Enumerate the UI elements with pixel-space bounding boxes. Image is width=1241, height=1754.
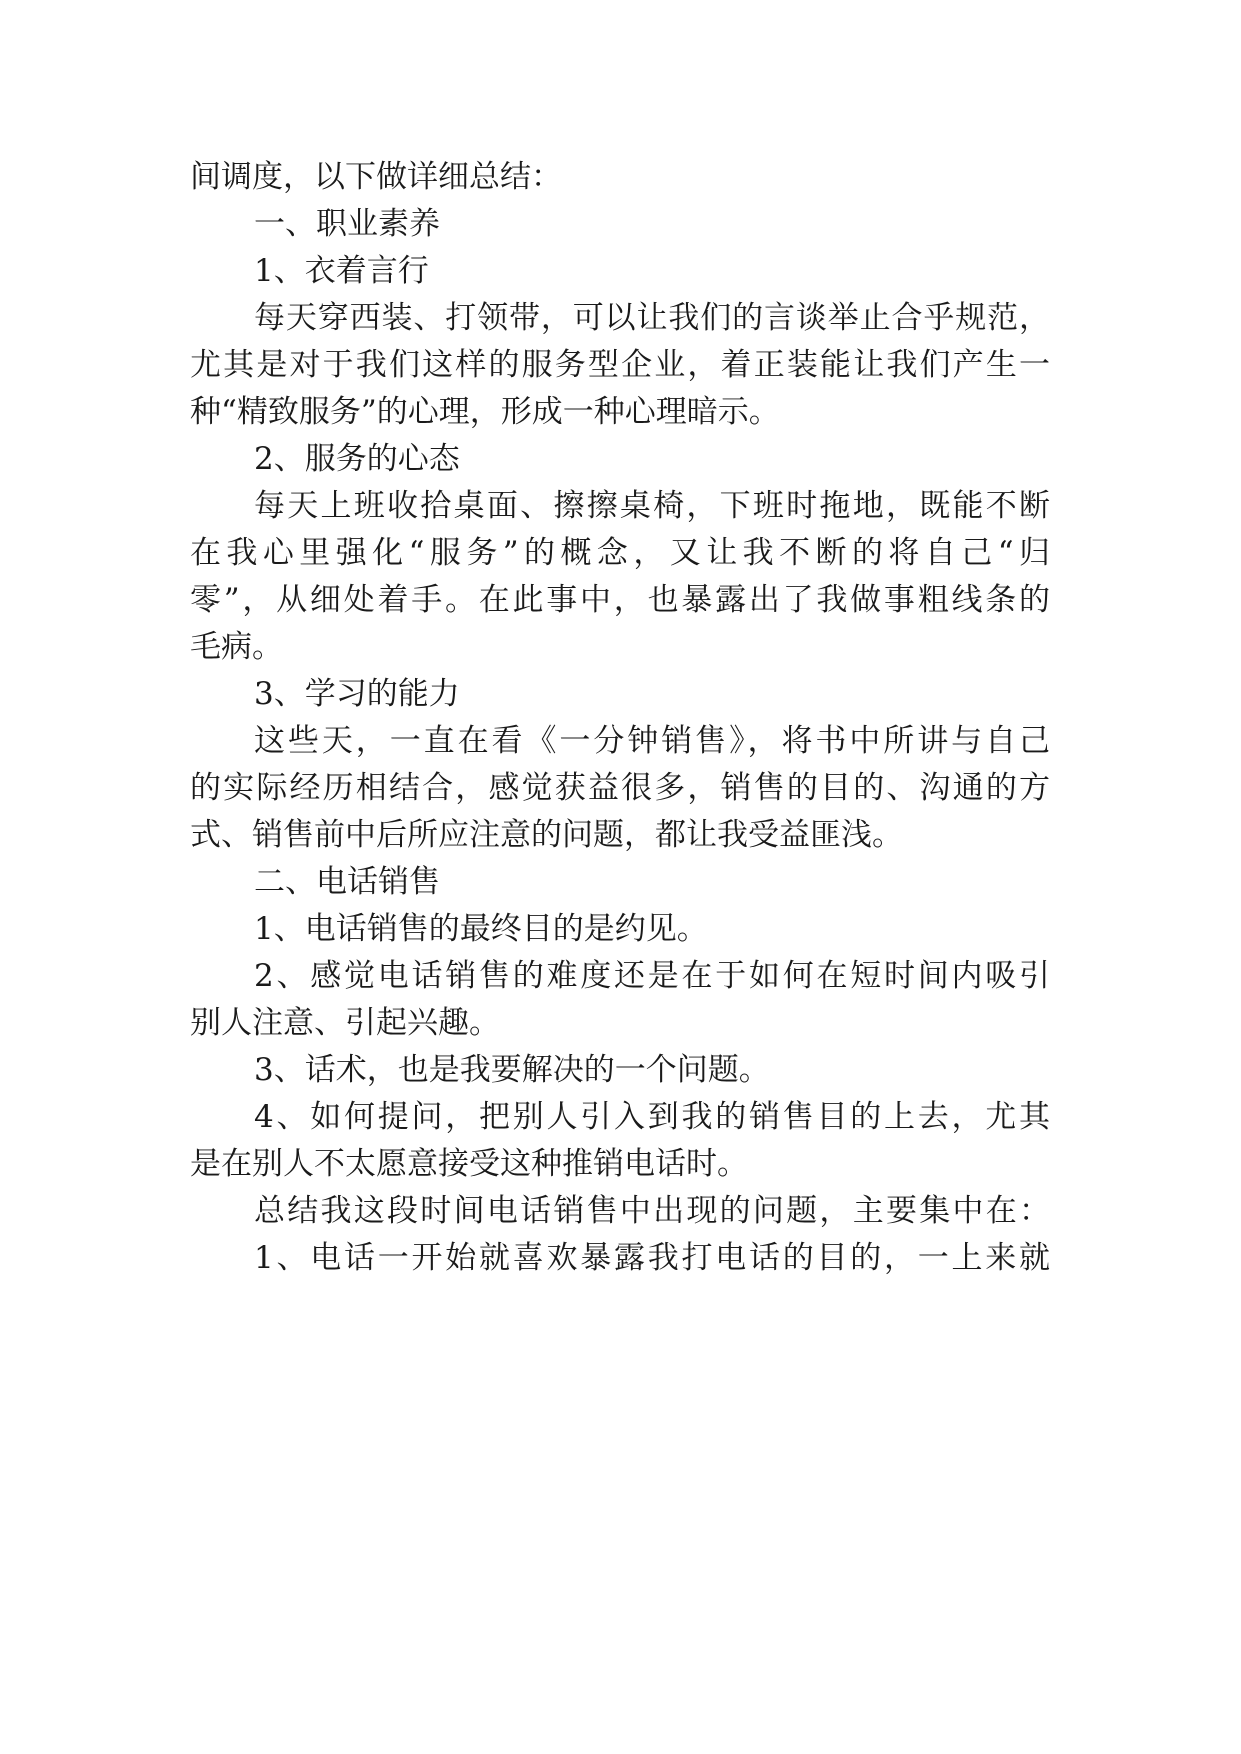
text-line: 毛病。 (190, 629, 283, 665)
text-line: 别人注意、引起兴趣。 (190, 1005, 500, 1041)
subsection-heading: 2、服务的心态 (254, 441, 460, 477)
text-line: 尤其是对于我们这样的服务型企业，着正装能让我们产生一 (190, 347, 1050, 383)
text-line: 4、如何提问，把别人引入到我的销售目的上去，尤其 (254, 1099, 1050, 1135)
text-line: 在我心里强化“服务”的概念，又让我不断的将自己“归 (190, 535, 1050, 571)
text-line: 3、话术，也是我要解决的一个问题。 (254, 1052, 770, 1088)
text-line: 1、电话一开始就喜欢暴露我打电话的目的，一上来就 (254, 1240, 1050, 1276)
subsection-heading: 1、衣着言行 (254, 253, 429, 289)
text-line: 间调度，以下做详细总结： (190, 159, 562, 195)
text-line: 零”，从细处着手。在此事中，也暴露出了我做事粗线条的 (190, 582, 1050, 618)
text-line: 是在别人不太愿意接受这种推销电话时。 (190, 1146, 748, 1182)
text-line: 每天上班收拾桌面、擦擦桌椅，下班时拖地，既能不断 (254, 488, 1050, 524)
section-heading: 一、职业素养 (254, 206, 440, 242)
section-heading: 二、电话销售 (254, 864, 440, 900)
subsection-heading: 3、学习的能力 (254, 676, 460, 712)
text-line: 总结我这段时间电话销售中出现的问题，主要集中在： (254, 1193, 1050, 1229)
text-line: 这些天，一直在看《一分钟销售》，将书中所讲与自己 (254, 723, 1050, 759)
text-line: 式、销售前中后所应注意的问题，都让我受益匪浅。 (190, 817, 903, 853)
text-line: 种“精致服务”的心理，形成一种心理暗示。 (190, 394, 780, 430)
text-line: 2、感觉电话销售的难度还是在于如何在短时间内吸引 (254, 958, 1050, 994)
text-line: 1、电话销售的最终目的是约见。 (254, 911, 708, 947)
text-line: 的实际经历相结合，感觉获益很多，销售的目的、沟通的方 (190, 770, 1050, 806)
text-line: 每天穿西装、打领带，可以让我们的言谈举止合乎规范， (254, 300, 1050, 336)
